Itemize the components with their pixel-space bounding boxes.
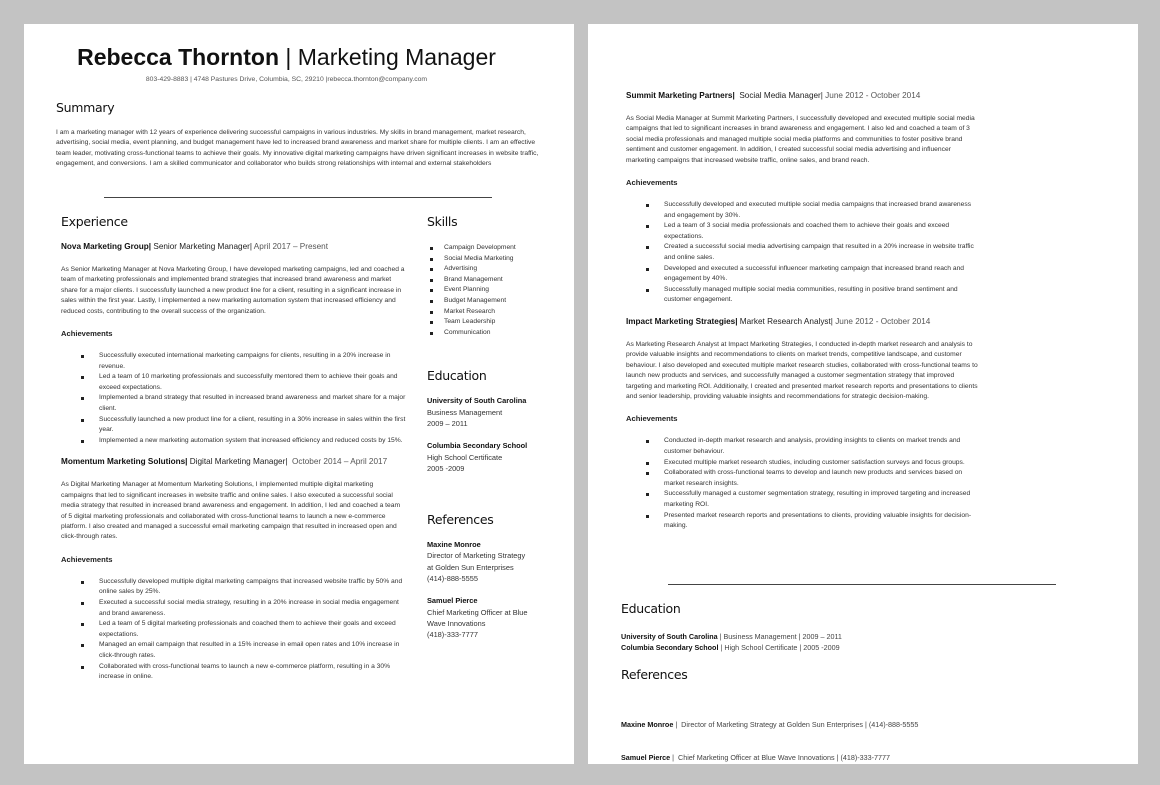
reference-title: Director of Marketing Strategy at Golden Sun Enterprises <box>427 551 526 572</box>
program: Business Management <box>427 407 503 417</box>
achievements-list <box>61 577 406 683</box>
resume-page-2 <box>588 24 1138 764</box>
achievements-heading: Achievements <box>626 414 678 424</box>
education-line <box>621 631 842 642</box>
reference-name: Samuel Pierce <box>427 596 478 606</box>
reference-phone: (418)-333-7777 <box>427 630 478 640</box>
achievement-item: Successfully managed multiple social media communities, resulting in positive brand sentiment and customer engagement. <box>663 285 978 306</box>
summary-heading: Summary <box>56 100 115 115</box>
job-title: Marketing Manager <box>297 44 496 70</box>
school-name: University of South Carolina <box>621 632 718 641</box>
education-entry <box>427 395 567 429</box>
job-header <box>626 316 978 328</box>
company-name: Summit Marketing Partners| <box>626 91 735 100</box>
skill-item: Campaign Development <box>444 243 567 254</box>
job-role: Social Media Manager| <box>734 91 823 100</box>
company-name: Momentum Marketing Solutions| <box>61 457 188 467</box>
achievement-item: Successfully executed international marketing campaigns for clients, resulting in a 20% increase in revenue. <box>98 351 406 372</box>
job-header <box>61 241 406 253</box>
achievement-item: Collaborated with cross-functional teams to launch a new e-commerce platform, resulting in a 30% increase in online. <box>98 662 406 683</box>
reference-details: | Director of Marketing Strategy at Golden Sun Enterprises | (414)-888-5555 <box>673 720 919 729</box>
job-entry <box>626 316 978 532</box>
job-entry <box>61 241 406 446</box>
experience-section <box>61 214 406 683</box>
sidebar <box>427 214 567 641</box>
job-header <box>61 456 406 468</box>
achievements-list <box>626 436 978 531</box>
education-entry <box>427 440 567 474</box>
experience-continued <box>626 90 978 532</box>
achievement-item: Successfully launched a new product line for a client, resulting in a 30% increase in sales within the first year. <box>98 415 406 436</box>
reference-details: | Chief Marketing Officer at Blue Wave Innovations | (418)-333-7777 <box>670 753 891 762</box>
program: High School Certificate <box>427 452 503 462</box>
company-name: Nova Marketing Group| <box>61 242 152 251</box>
skills-list <box>427 243 567 338</box>
summary-text: I am a marketing manager with 12 years of experience delivering successful campaigns in various industries. My skills in brand management, market research, advertising, social media, event planning, and budget management have led to increased brand awareness and market share for multiple clients. I am an effective team leader, motivating cross-functional teams to achieve their goals. My innovative digital marketing campaigns have driven significant increases in website traffic, engagement, and conversions. I am a skilled communicator and collaborator who builds strong relationships with internal and external stakeholders <box>56 129 539 168</box>
education-list <box>621 631 842 653</box>
skill-item: Communication <box>444 328 567 339</box>
reference-line <box>621 719 918 730</box>
reference-phone: (414)-888-5555 <box>427 574 478 584</box>
school-name: Columbia Secondary School <box>621 643 719 652</box>
achievement-item: Developed and executed a successful influencer marketing campaign that increased brand reach and engagement by 40%. <box>663 264 978 285</box>
divider <box>104 197 492 198</box>
achievements-list <box>61 351 406 446</box>
company-name: Impact Marketing Strategies| <box>626 316 738 326</box>
skill-item: Budget Management <box>444 296 567 307</box>
achievement-item: Conducted in-depth market research and analysis, providing insights to clients on market trends and customer behaviour. <box>663 436 978 457</box>
achievements-list <box>626 200 978 306</box>
job-role: Market Research Analyst| <box>737 316 833 326</box>
achievement-item: Managed an email campaign that resulted in a 15% increase in email open rates and 10% increase in click-through rates. <box>98 640 406 661</box>
job-dates: October 2014 – April 2017 <box>287 457 388 467</box>
achievement-item: Executed a successful social media strategy, resulting in a 20% increase in social media engagement and brand awareness. <box>98 598 406 619</box>
achievement-item: Successfully managed a customer segmentation strategy, resulting in improved targeting and increased marketing ROI. <box>663 489 978 510</box>
education-heading: Education <box>621 601 681 616</box>
references-list <box>621 697 918 785</box>
reference-line <box>621 752 918 763</box>
skill-item: Market Research <box>444 307 567 318</box>
achievement-item: Led a team of 5 digital marketing professionals and coached them to achieve their goals and exceed expectations. <box>98 619 406 640</box>
candidate-name: Rebecca Thornton <box>77 44 279 70</box>
achievement-item: Led a team of 3 social media professionals and coached them to achieve their goals and exceed expectations. <box>663 221 978 242</box>
skill-item: Social Media Marketing <box>444 254 567 265</box>
achievement-item: Presented market research reports and presentations to clients, providing valuable insights for decision-making. <box>663 511 978 532</box>
job-header <box>626 90 978 102</box>
achievement-item: Successfully developed multiple digital marketing campaigns that increased website traffic by 50% and online sales by 25%. <box>98 577 406 598</box>
achievement-item: Created a successful social media advertising campaign that resulted in a 20% increase in website traffic and online sales. <box>663 242 978 263</box>
reference-name: Maxine Monroe <box>621 720 674 729</box>
education-heading: Education <box>427 368 487 384</box>
job-entry <box>626 90 978 306</box>
education-details: | Business Management | 2009 – 2011 <box>717 632 842 641</box>
references-heading: References <box>621 667 688 682</box>
achievement-item: Implemented a new marketing automation system that increased efficiency and reduced costs by 15%. <box>98 436 406 447</box>
skill-item: Event Planning <box>444 285 567 296</box>
achievement-item: Successfully developed and executed multiple social media campaigns that increased brand awareness and engagement by 30%. <box>663 200 978 221</box>
divider <box>668 584 1056 585</box>
job-description: As Digital Marketing Manager at Momentum Marketing Solutions, I implemented multiple digital marketing campaigns that led to significant increases in website traffic and online sales. I also executed a successful social media strategy that resulted in increased brand awareness and engagement. In addition, I led and coached a team of 5 digital marketing professionals and collaborated with cross-functional teams to launch a new e-commerce platform. I also created and managed a successful email marketing campaign that resulted in increased open and click-through rates. <box>61 481 401 541</box>
skill-item: Brand Management <box>444 275 567 286</box>
achievements-heading: Achievements <box>61 329 113 339</box>
years: 2005 -2009 <box>427 463 465 473</box>
skill-item: Team Leadership <box>444 317 567 328</box>
contact-info: 803-429-8883 | 4748 Pastures Drive, Columbia, SC, 29210 |rebecca.thornton@company.com <box>145 76 428 83</box>
achievement-item: Executed multiple market research studies, including customer satisfaction surveys and focus groups. <box>663 458 978 469</box>
separator: | <box>285 44 292 70</box>
reference-title: Chief Marketing Officer at Blue Wave Innovations <box>427 607 528 628</box>
years: 2009 – 2011 <box>427 418 468 428</box>
job-role: Senior Marketing Manager| <box>151 242 252 251</box>
job-description: As Senior Marketing Manager at Nova Marketing Group, I have developed marketing campaigns, led and coached a team of marketing professionals and implemented brand strategies that increased brand awareness and market share for a major clients. I successfully launched a new product line for a client, resulting in a significant increase in sales within the first year. Lastly, I implemented a new marketing automation system that increased efficiency and reduced costs, contributing to the overall success of the organization. <box>61 266 405 315</box>
education-details: | High School Certificate | 2005 -2009 <box>718 643 840 652</box>
achievements-heading: Achievements <box>61 554 113 564</box>
reference-name: Maxine Monroe <box>427 540 481 550</box>
school-name: Columbia Secondary School <box>427 441 528 451</box>
job-role: Digital Marketing Manager| <box>187 457 288 467</box>
skills-heading: Skills <box>427 214 458 229</box>
job-dates: April 2017 – Present <box>251 242 328 251</box>
job-entry <box>61 456 406 682</box>
reference-entry <box>427 539 527 584</box>
school-name: University of South Carolina <box>427 396 527 406</box>
job-dates: June 2012 - October 2014 <box>822 91 921 100</box>
education-line <box>621 642 842 653</box>
experience-heading: Experience <box>61 214 128 229</box>
job-dates: June 2012 - October 2014 <box>832 316 931 326</box>
reference-name: Samuel Pierce <box>621 753 671 762</box>
achievement-item: Implemented a brand strategy that resulted in increased brand awareness and market share for a major client. <box>98 393 406 414</box>
achievement-item: Led a team of 10 marketing professionals and successfully mentored them to achieve their goals and exceed expectations. <box>98 372 406 393</box>
skill-item: Advertising <box>444 264 567 275</box>
name-title <box>24 44 549 71</box>
reference-entry <box>427 595 537 640</box>
references-heading: References <box>427 512 494 528</box>
job-description: As Social Media Manager at Summit Marketing Partners, I successfully developed and executed multiple social media campaigns that led to significant increases in brand awareness and engagement. I also led and coached a team of 3 social media professionals and managed multiple social media platforms and communities to foster positive brand sentiment and customer engagement. In addition, I created successful social media advertising and influencer marketing campaigns that increased website traffic, online sales, and brand reach. <box>626 115 975 164</box>
job-description: As Marketing Research Analyst at Impact Marketing Strategies, I conducted in-depth market research and analysis to provide valuable insights and recommendations to clients on market trends, competitive landscape, and customer behaviour. I also developed and executed multiple market research studies, collaborated with cross-functional teams to launch new products and services, and successfully managed a customer segmentation strategy that improved targeting and marketing ROI. Additionally, I created and presented market research reports and presentations to clients and senior leadership, providing valuable insights and recommendations for strategic decision-making. <box>626 340 978 400</box>
resume-page-1 <box>24 24 574 764</box>
achievements-heading: Achievements <box>626 178 678 188</box>
achievement-item: Collaborated with cross-functional teams to develop and launch new products and services based on market research insights. <box>663 468 978 489</box>
